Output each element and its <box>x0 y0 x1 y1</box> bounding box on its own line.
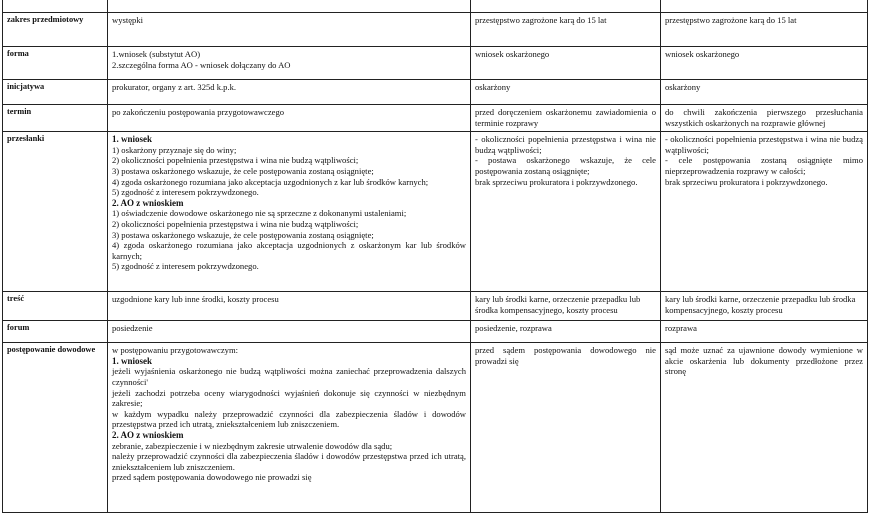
section-heading: 2. AO z wnioskiem <box>112 429 184 440</box>
table-row <box>3 47 868 80</box>
cell-text: 3) postawa oskarżonego wskazuje, że cele postępowania zostaną osiągnięte; <box>112 165 374 176</box>
cell-text: wniosek oskarżonego <box>665 49 740 59</box>
cell-text: 4) zgoda oskarżonego rozumiana jako akceptacja uzgodnionych z oskarżonym kar lub środków karnych; <box>112 240 466 261</box>
cell-text: w każdym wypadku należy przeprowadzić czynności dla zabezpieczenia śladów i dowodów przestępstwa przed ich utratą, zniekształceniem lub zniszczeniem. <box>112 408 466 430</box>
table-cell <box>108 105 471 132</box>
cell-text: przed sądem postępowania dowodowego nie prowadzi się <box>475 345 656 366</box>
cell-text: 1.wniosek (substytut AO) <box>112 49 201 59</box>
cell-text: należy przeprowadzić czynności dla zabezpieczenia śladów i dowodów przestępstwa przed ich utratą, zniekształceniem lub zniszczeniem. <box>112 451 466 472</box>
cell-text: - postawa oskarżonego wskazuje, że cele postępowania zostaną osiągnięte; <box>475 155 656 176</box>
table-cell <box>661 132 868 292</box>
cell-text: 1) oskarżony przyznaje się do winy; <box>112 144 237 155</box>
table-cell <box>108 321 471 343</box>
comparison-table <box>2 0 868 513</box>
row-label: inicjatywa <box>3 80 108 105</box>
cell-text: posiedzenie, rozprawa <box>475 323 552 334</box>
cell-text: przed doręczeniem oskarżonemu zawiadomienia o terminie rozprawy <box>475 107 656 128</box>
cell-text: - okoliczności popełnienia przestępstwa i wina nie budzą wątpliwości; <box>665 134 863 155</box>
cell-text: 2.szczególna forma AO - wniosek dołączany do AO <box>112 59 291 70</box>
table-cell <box>471 80 661 105</box>
table-cell <box>661 47 868 80</box>
section-heading: 2. AO z wnioskiem <box>112 197 184 208</box>
cell-text: prokurator, organy z art. 325d k.p.k. <box>112 82 237 92</box>
cell-text: przestępstwo zagrożone karą do 15 lat <box>665 15 797 25</box>
table-row <box>3 292 868 321</box>
table-cell <box>661 0 868 13</box>
table-cell <box>108 0 471 13</box>
cell-text: 5) zgodność z interesem pokrzywdzonego. <box>112 261 259 272</box>
cell-text: po zakończeniu postępowania przygotowawczego <box>112 107 285 117</box>
cell-text: brak sprzeciwu prokuratora i pokrzywdzonego. <box>475 176 638 187</box>
cell-text: do chwili zakończenia pierwszego przesłuchania wszystkich oskarżonych na rozprawie głównej <box>665 107 863 128</box>
table-cell <box>661 105 868 132</box>
cell-text: 3) postawa oskarżonego wskazuje, że cele postępowania zostaną osiągnięte; <box>112 229 374 240</box>
cell-text: oskarżony <box>475 82 511 92</box>
section-heading: 1. wniosek <box>112 355 153 366</box>
row-label: postępowanie dowodowe <box>3 343 108 513</box>
table-cell <box>661 80 868 105</box>
cell-text: jeżeli wyjaśnienia oskarżonego nie budzą wątpliwości można zaniechać przeprowadzenia dalszych czynności' <box>112 366 466 387</box>
table-cell <box>661 292 868 321</box>
table-cell <box>471 0 661 13</box>
table-cell <box>661 321 868 343</box>
table-cell <box>471 47 661 80</box>
table-cell <box>471 321 661 343</box>
cell-text: wniosek oskarżonego <box>475 49 550 59</box>
cell-text: kary lub środki karne, orzeczenie przepadku lub środka kompensacyjnego, koszty procesu <box>665 294 856 315</box>
cell-text: 5) zgodność z interesem pokrzywdzonego. <box>112 187 259 198</box>
cell-text: występki <box>112 15 144 25</box>
table-row <box>3 80 868 105</box>
row-label: przesłanki <box>3 132 108 292</box>
cell-text: 4) zgoda oskarżonego rozumiana jako akceptacja uzgodnionych z kar lub środków karnych; <box>112 176 429 187</box>
table-row <box>3 321 868 343</box>
table-cell <box>108 343 471 513</box>
table-cell <box>108 132 471 292</box>
section-heading: 1. wniosek <box>112 134 153 145</box>
cell-text: 2) okoliczności popełnienia przestępstwa i wina nie budzą wątpliwości; <box>112 218 359 229</box>
table-cell <box>108 80 471 105</box>
cell-text: 1) oświadczenie dowodowe oskarżonego nie są sprzeczne z dokonanymi ustaleniami; <box>112 208 407 219</box>
row-label: forma <box>3 47 108 80</box>
cell-text: jeżeli zachodzi potrzeba oceny wiarygodności wyjaśnień dokonuje się czynności w niezbędnym zakresie; <box>112 387 466 409</box>
table-cell <box>471 292 661 321</box>
table-cell <box>108 13 471 47</box>
cell-text: kary lub środki karne, orzeczenie przepadku lub środka kompensacyjnego, koszty procesu <box>475 294 641 315</box>
table-cell <box>471 132 661 292</box>
table-row <box>3 13 868 47</box>
cell-text: - okoliczności popełnienia przestępstwa i wina nie budzą wątpliwości; <box>475 134 656 155</box>
cell-text: oskarżony <box>665 82 701 92</box>
cell-text: 2) okoliczności popełnienia przestępstwa i wina nie budzą wątpliwości; <box>112 155 359 166</box>
table-cell <box>471 105 661 132</box>
cell-text: uzgodnione kary lub inne środki, koszty procesu <box>112 294 279 305</box>
table-cell <box>471 13 661 47</box>
cell-text: przed sądem postępowania dowodowego nie prowadzi się <box>112 472 312 483</box>
table-cell <box>661 13 868 47</box>
cell-text: rozprawa <box>665 323 697 334</box>
row-label: forum <box>3 321 108 343</box>
row-label: termin <box>3 105 108 132</box>
table-cell <box>108 47 471 80</box>
cell-text: brak sprzeciwu prokuratora i pokrzywdzonego. <box>665 176 828 187</box>
cell-text: przestępstwo zagrożone karą do 15 lat <box>475 15 607 25</box>
table-row <box>3 105 868 132</box>
table-cell <box>471 343 661 513</box>
cell-text: w postępowaniu przygotowawczym: <box>112 345 239 356</box>
table-cell <box>661 343 868 513</box>
table-cell <box>3 0 108 13</box>
row-label: treść <box>3 292 108 321</box>
table-row <box>3 0 868 13</box>
table-row <box>3 132 868 292</box>
cell-text: - cele postępowania zostaną osiągnięte mimo nieprzeprowadzenia rozprawy w całości; <box>665 155 863 176</box>
cell-text: sąd może uznać za ujawnione dowody wymienione w akcie oskarżenia lub dokumenty przedłożone przez stronę <box>665 345 863 377</box>
table-cell <box>108 292 471 321</box>
cell-text: zebranie, zabezpieczenie i w niezbędnym zakresie utrwalenie dowodów dla sądu; <box>112 440 393 451</box>
cell-text: posiedzenie <box>112 323 153 334</box>
table-row <box>3 343 868 513</box>
row-label: zakres przedmiotowy <box>3 13 108 47</box>
